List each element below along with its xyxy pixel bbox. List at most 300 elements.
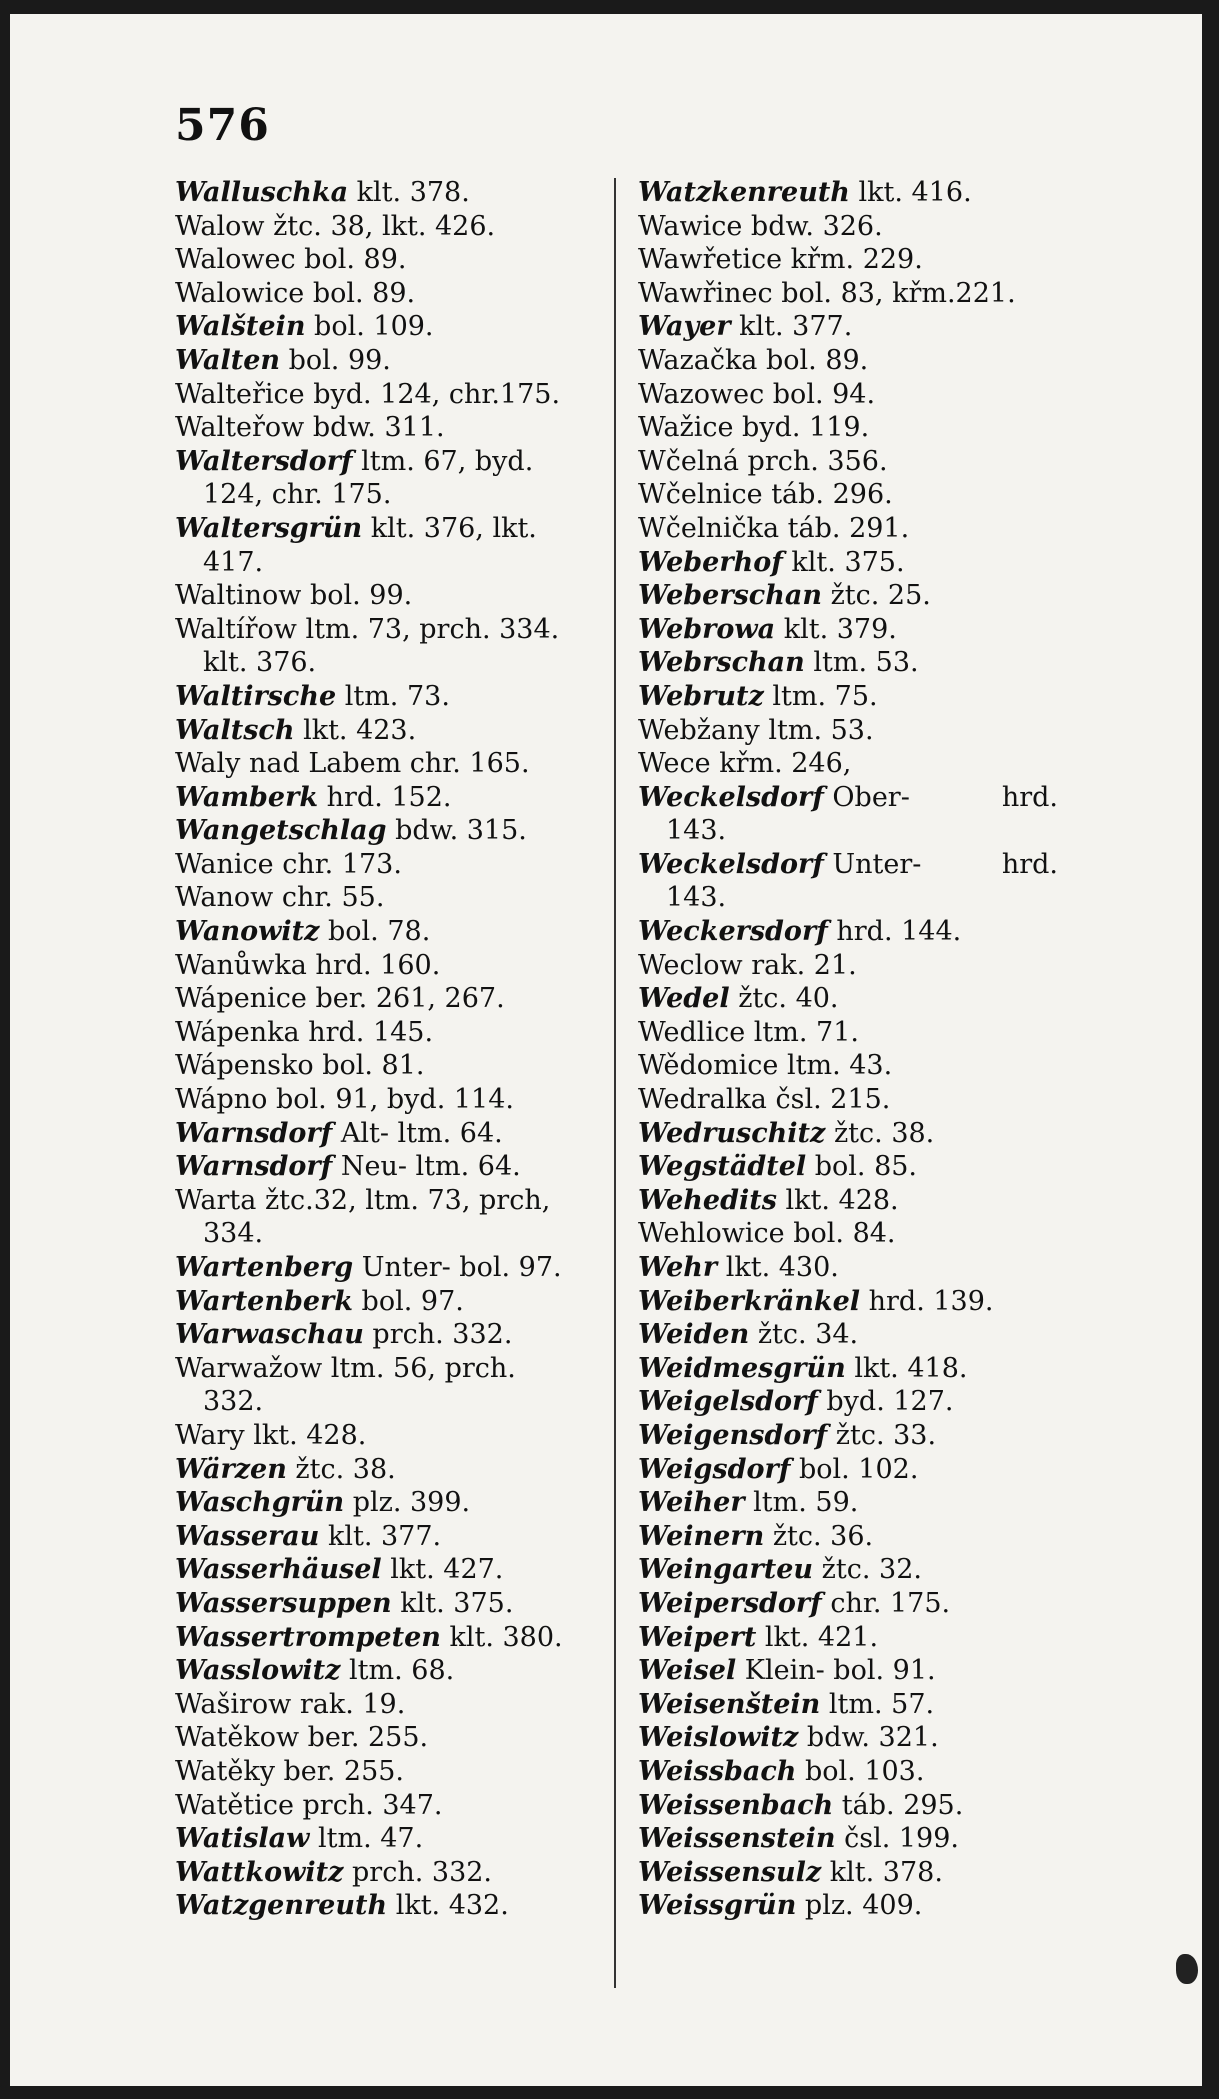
entry-text	[638, 614, 897, 645]
index-entry	[638, 1688, 1058, 1722]
index-entry	[638, 1049, 1058, 1083]
index-entry	[175, 344, 605, 378]
index-entry	[638, 1654, 1058, 1688]
index-entry	[175, 949, 605, 983]
entry-headword: Watzkenreuth	[638, 177, 850, 208]
index-entry	[175, 176, 605, 210]
entry-headword: Weipersdorf	[638, 1587, 822, 1619]
index-entry	[175, 1251, 605, 1285]
entry-headword: Wamberk	[175, 781, 319, 813]
index-entry	[175, 613, 605, 647]
entry-text	[175, 1017, 433, 1048]
entry-text	[638, 1084, 890, 1115]
index-entry	[175, 445, 605, 479]
entry-text	[638, 647, 919, 678]
entry-text	[638, 412, 869, 443]
entry-reference: Warwažow ltm. 56, prch.	[175, 1352, 516, 1384]
entry-reference: ltm. 73.	[336, 680, 450, 712]
entry-reference: Neu- ltm. 64.	[332, 1151, 521, 1183]
entry-text	[175, 1050, 425, 1081]
entry-headword: Weigsdorf	[638, 1453, 791, 1485]
entry-text	[638, 479, 893, 510]
entry-text	[638, 748, 851, 779]
index-entry	[175, 1755, 605, 1789]
entry-text	[638, 1756, 924, 1787]
entry-reference: lkt. 430.	[717, 1252, 839, 1283]
entry-reference: Walteřow bdw. 311.	[175, 412, 445, 444]
index-entry	[638, 1352, 1058, 1386]
entry-reference: Wápenka hrd. 145.	[175, 1016, 434, 1048]
entry-text	[638, 1823, 959, 1854]
index-entry	[638, 1553, 1058, 1587]
index-entry	[175, 579, 605, 613]
entry-headword: Weckelsdorf	[638, 848, 824, 880]
entry-reference: lkt. 418.	[845, 1352, 968, 1384]
entry-reference: Watěky ber. 255.	[175, 1755, 405, 1787]
index-entry	[175, 1856, 605, 1890]
entry-headword: Weinern	[638, 1520, 765, 1552]
entry-reference: Walow žtc. 38, lkt. 426.	[175, 210, 496, 242]
entry-reference: Watěkow ber. 255.	[175, 1722, 429, 1754]
entry-district: hrd.	[1001, 848, 1058, 880]
entry-reference: žtc. 25.	[821, 580, 931, 612]
index-entry	[175, 747, 605, 781]
entry-text	[638, 1218, 896, 1249]
index-entry	[175, 378, 605, 412]
entry-reference: prch. 332.	[343, 1856, 493, 1888]
entry-text	[175, 211, 495, 242]
index-entry	[638, 1822, 1058, 1856]
index-entry	[638, 310, 1058, 344]
entry-reference: bol. 99.	[280, 344, 391, 376]
entry-reference: klt. 378.	[821, 1856, 943, 1888]
ink-smudge	[1176, 1954, 1198, 1984]
entry-text	[175, 244, 406, 275]
entry-text	[175, 580, 412, 611]
entry-headword: Webrowa	[638, 613, 776, 645]
entry-reference: bol. 85.	[806, 1151, 918, 1183]
entry-headword: Wanowitz	[175, 916, 320, 948]
entry-text	[638, 1890, 922, 1921]
index-entry	[175, 1587, 605, 1621]
entry-reference: žtc. 38.	[286, 1453, 396, 1485]
left-column	[175, 176, 605, 1923]
entry-reference: 417.	[203, 546, 264, 578]
entry-text	[175, 882, 384, 913]
index-entry	[638, 1453, 1058, 1487]
index-entry	[175, 1621, 605, 1655]
entry-reference: Wědomice ltm. 43.	[638, 1050, 893, 1082]
index-entry	[638, 714, 1058, 748]
entry-text	[638, 1454, 918, 1485]
entry-reference: bol. 97.	[352, 1285, 464, 1317]
entry-reference: Wápno bol. 91, byd. 114.	[175, 1084, 514, 1116]
entry-reference: lkt. 423.	[294, 714, 417, 746]
entry-text	[175, 1353, 516, 1384]
index-entry	[175, 310, 605, 344]
entry-reference: Wápenice ber. 261, 267.	[175, 983, 505, 1015]
entry-text	[203, 547, 263, 578]
entry-headword: Weisel	[638, 1655, 737, 1687]
entry-headword: Walluschka	[175, 177, 349, 208]
index-entry	[638, 1251, 1058, 1285]
entry-text	[175, 1454, 396, 1485]
entry-reference: hrd. 152.	[318, 781, 452, 813]
entry-reference: klt. 375.	[391, 1587, 514, 1619]
entry-text	[638, 1286, 994, 1317]
entry-text	[638, 1252, 839, 1283]
entry-text	[638, 781, 910, 815]
entry-reference: Wawice bdw. 326.	[638, 210, 883, 242]
index-entry	[175, 512, 605, 546]
index-entry	[638, 1520, 1058, 1554]
index-entry	[638, 781, 1058, 815]
index-entry	[638, 1621, 1058, 1655]
entry-text	[666, 815, 726, 846]
entry-headword: Weberhof	[638, 546, 783, 578]
index-entry	[638, 613, 1058, 647]
entry-text	[638, 1521, 873, 1552]
book-page	[10, 14, 1202, 2086]
page-number: 576	[175, 100, 270, 151]
entry-reference: klt. 380.	[440, 1621, 563, 1653]
index-entry	[175, 1184, 605, 1218]
entry-text	[175, 278, 415, 309]
entry-headword: Wegstädtel	[638, 1151, 807, 1183]
entry-text	[175, 345, 391, 376]
entry-text	[203, 1218, 263, 1249]
entry-text	[175, 1487, 470, 1518]
index-entry	[638, 1419, 1058, 1453]
entry-text	[203, 479, 391, 510]
entry-reference: Unter-	[823, 848, 922, 880]
entry-text	[638, 1050, 892, 1081]
index-entry	[175, 1822, 605, 1856]
entry-text	[175, 1622, 563, 1653]
index-entry	[638, 1755, 1058, 1789]
entry-headword: Waltirsche	[175, 680, 337, 712]
index-entry	[638, 1117, 1058, 1151]
entry-reference: Walowice bol. 89.	[175, 277, 416, 309]
index-entry	[175, 1083, 605, 1117]
entry-reference: klt. 376, lkt.	[362, 512, 537, 544]
index-entry	[175, 915, 605, 949]
index-entry	[638, 1016, 1058, 1050]
entry-reference: hrd. 144.	[827, 916, 962, 948]
index-entry	[638, 277, 1058, 311]
index-entry	[175, 411, 605, 445]
index-entry	[638, 1217, 1058, 1251]
entry-reference: 143.	[666, 882, 727, 914]
entry-text	[638, 580, 931, 611]
index-entry	[638, 243, 1058, 277]
entry-text	[175, 513, 537, 544]
entry-text	[638, 1319, 858, 1350]
entry-text	[638, 1588, 950, 1619]
entry-text	[638, 848, 921, 882]
entry-reference: Walowec bol. 89.	[175, 244, 407, 276]
entry-text	[175, 1689, 405, 1720]
index-entry	[638, 1486, 1058, 1520]
entry-headword: Waltsch	[175, 714, 295, 746]
entry-reference: Wažice byd. 119.	[638, 412, 870, 444]
index-entry	[175, 1789, 605, 1823]
entry-reference: Klein- bol. 91.	[736, 1655, 936, 1687]
index-entry	[175, 1318, 605, 1352]
entry-text	[638, 1689, 934, 1720]
entry-text	[175, 1588, 513, 1619]
index-entry	[175, 814, 605, 848]
entry-reference: klt. 377.	[319, 1520, 442, 1552]
entry-headword: Weissensulz	[638, 1856, 822, 1888]
entry-reference: lkt. 427.	[381, 1554, 504, 1586]
index-entry	[175, 1453, 605, 1487]
index-entry	[638, 378, 1058, 412]
entry-headword: Wedruschitz	[638, 1117, 826, 1149]
entry-reference: Wawřinec bol. 83, křm.221.	[638, 277, 1016, 309]
entry-text	[175, 177, 470, 208]
index-entry	[638, 814, 1058, 848]
entry-reference: hrd. 139.	[860, 1285, 994, 1317]
index-entry	[638, 1318, 1058, 1352]
entry-text	[638, 1857, 943, 1888]
index-entry	[638, 478, 1058, 512]
entry-reference: ltm. 59.	[744, 1487, 859, 1519]
entry-text	[638, 983, 839, 1014]
entry-text	[638, 1017, 859, 1048]
entry-reference: Waltinow bol. 99.	[175, 580, 413, 612]
entry-text	[175, 1521, 441, 1552]
entry-reference: ltm. 47.	[309, 1823, 424, 1855]
entry-reference: táb. 295.	[833, 1789, 964, 1821]
entry-headword: Wassertrompeten	[175, 1621, 441, 1653]
entry-headword: Watzgenreuth	[175, 1890, 388, 1922]
entry-reference: Alt- ltm. 64.	[332, 1117, 503, 1149]
entry-headword: Waltersgrün	[175, 512, 363, 544]
entry-reference: Wece křm. 246,	[638, 748, 852, 780]
index-entry	[175, 277, 605, 311]
entry-headword: Weissenbach	[638, 1789, 834, 1821]
entry-reference: Weclow rak. 21.	[638, 949, 857, 981]
entry-reference: Wanow chr. 55.	[175, 882, 385, 914]
entry-reference: Walteřice byd. 124, chr.175.	[175, 378, 561, 410]
index-entry	[175, 982, 605, 1016]
entry-reference: byd. 127.	[817, 1386, 954, 1418]
index-entry	[175, 1721, 605, 1755]
entry-text	[666, 882, 726, 913]
entry-reference: Webžany ltm. 53.	[638, 714, 874, 746]
index-entry	[638, 1385, 1058, 1419]
entry-reference: klt. 375.	[782, 546, 905, 578]
entry-headword: Webrutz	[638, 680, 764, 712]
entry-text	[638, 1151, 917, 1182]
entry-reference: Wčelná prch. 356.	[638, 445, 888, 477]
entry-reference: klt. 376.	[203, 647, 317, 679]
entry-text	[638, 278, 1016, 309]
entry-headword: Weiden	[638, 1319, 750, 1351]
entry-text	[175, 748, 530, 779]
entry-headword: Waschgrün	[175, 1487, 345, 1519]
entry-text	[638, 1622, 878, 1653]
entry-text	[175, 1118, 503, 1149]
entry-text	[175, 1823, 423, 1854]
entry-reference: Waly nad Labem chr. 165.	[175, 748, 530, 780]
entry-text	[175, 1252, 562, 1283]
entry-headword: Wasslowitz	[175, 1655, 341, 1687]
entry-headword: Weisenštein	[638, 1688, 821, 1720]
index-entry	[638, 1721, 1058, 1755]
entry-text	[638, 177, 972, 208]
entry-text	[175, 1185, 550, 1216]
entry-reference: plz. 409.	[796, 1890, 923, 1922]
entry-reference: žtc. 36.	[764, 1520, 874, 1552]
entry-headword: Weislowitz	[638, 1722, 799, 1754]
entry-text	[638, 916, 961, 947]
entry-reference: žtc. 32.	[813, 1554, 922, 1586]
entry-text	[638, 513, 909, 544]
index-entry	[175, 1889, 605, 1923]
entry-reference: klt. 377.	[730, 311, 853, 343]
entry-reference: lkt. 416.	[849, 177, 972, 208]
entry-reference: Wčelnička táb. 291.	[638, 512, 910, 544]
entry-text	[638, 1487, 858, 1518]
entry-reference: Wary lkt. 428.	[175, 1419, 367, 1451]
index-entry	[638, 1150, 1058, 1184]
index-entry	[175, 478, 605, 512]
entry-text	[175, 681, 450, 712]
entry-reference: Wehlowice bol. 84.	[638, 1218, 896, 1250]
index-entry	[638, 1587, 1058, 1621]
entry-reference: Warta žtc.32, ltm. 73, prch,	[175, 1184, 551, 1216]
index-entry	[638, 344, 1058, 378]
index-entry	[175, 1352, 605, 1386]
entry-text	[638, 1118, 934, 1149]
index-entry	[175, 646, 605, 680]
entry-text	[175, 849, 402, 880]
index-entry	[638, 546, 1058, 580]
index-entry	[175, 1016, 605, 1050]
index-entry	[638, 1285, 1058, 1319]
entry-reference: ltm. 53.	[804, 647, 919, 679]
entry-text	[175, 1554, 503, 1585]
entry-reference: lkt. 432.	[387, 1890, 509, 1922]
entry-text	[175, 1890, 509, 1921]
index-entry	[638, 982, 1058, 1016]
entry-headword: Weckersdorf	[638, 916, 828, 948]
index-entry	[175, 210, 605, 244]
entry-text	[638, 211, 883, 242]
index-entry	[175, 1486, 605, 1520]
entry-reference: bol. 78.	[319, 916, 431, 948]
entry-headword: Weissbach	[638, 1755, 797, 1787]
entry-reference: plz. 399.	[344, 1487, 471, 1519]
entry-reference: 124, chr. 175.	[203, 479, 392, 511]
entry-text	[638, 1722, 939, 1753]
entry-reference: Wedralka čsl. 215.	[638, 1084, 891, 1116]
entry-text	[638, 311, 852, 342]
index-entry	[638, 512, 1058, 546]
entry-reference: Wápensko bol. 81.	[175, 1050, 425, 1082]
entry-headword: Warnsdorf	[175, 1151, 333, 1183]
index-entry	[638, 680, 1058, 714]
entry-text	[175, 815, 527, 846]
entry-reference: ltm. 75.	[763, 680, 878, 712]
index-entry	[175, 1385, 605, 1419]
entry-headword: Weigelsdorf	[638, 1386, 818, 1418]
entry-headword: Wattkowitz	[175, 1856, 344, 1888]
entry-headword: Weipert	[638, 1621, 757, 1653]
entry-text	[175, 614, 559, 645]
index-entry	[175, 680, 605, 714]
entry-text	[175, 311, 434, 342]
entry-headword: Weidmesgrün	[638, 1352, 846, 1384]
index-entry	[638, 411, 1058, 445]
entry-headword: Wasserau	[175, 1520, 320, 1552]
column-divider	[614, 178, 616, 1988]
entry-reference: žtc. 40.	[729, 983, 839, 1015]
entry-headword: Webrschan	[638, 647, 805, 679]
entry-reference: Watětice prch. 347.	[175, 1789, 443, 1821]
index-entry	[175, 1520, 605, 1554]
index-entry	[638, 881, 1058, 915]
entry-text	[638, 345, 868, 376]
index-entry	[638, 176, 1058, 210]
entry-text	[175, 916, 430, 947]
entry-text	[638, 1655, 936, 1686]
entry-text	[638, 1386, 954, 1417]
index-entry	[638, 1083, 1058, 1117]
index-entry	[638, 848, 1058, 882]
index-entry	[175, 1285, 605, 1319]
entry-text	[175, 1151, 521, 1182]
entry-headword: Wärzen	[175, 1453, 287, 1485]
entry-reference: 334.	[203, 1218, 264, 1250]
entry-reference: žtc. 38.	[825, 1117, 935, 1149]
right-column	[638, 176, 1058, 1923]
entry-text	[638, 715, 874, 746]
entry-reference: žtc. 34.	[749, 1319, 859, 1351]
index-entry	[638, 1889, 1058, 1923]
index-entry	[175, 1150, 605, 1184]
index-entry	[175, 1553, 605, 1587]
entry-headword: Watislaw	[175, 1823, 310, 1855]
index-entry	[638, 915, 1058, 949]
entry-headword: Walštein	[175, 311, 306, 343]
entry-headword: Waltersdorf	[175, 445, 353, 477]
entry-reference: bol. 102.	[790, 1453, 919, 1485]
entry-text	[175, 1790, 442, 1821]
entry-text	[638, 1554, 922, 1585]
entry-text	[638, 244, 923, 275]
index-entry	[638, 579, 1058, 613]
entry-headword: Weckelsdorf	[638, 781, 824, 813]
entry-text	[175, 1756, 404, 1787]
entry-reference: Waširow rak. 19.	[175, 1688, 406, 1720]
entry-text	[175, 983, 505, 1014]
entry-text	[638, 1790, 963, 1821]
entry-reference: čsl. 199.	[835, 1823, 959, 1855]
entry-text	[175, 412, 445, 443]
index-entry	[638, 210, 1058, 244]
index-entry	[175, 1688, 605, 1722]
entry-headword: Weiberkränkel	[638, 1285, 861, 1317]
entry-reference: Waltířow ltm. 73, prch. 334.	[175, 613, 560, 645]
entry-headword: Wehedits	[638, 1184, 777, 1216]
entry-headword: Weingarteu	[638, 1554, 814, 1586]
entry-headword: Weiher	[638, 1487, 745, 1519]
entry-text	[175, 715, 416, 746]
entry-text	[175, 1420, 366, 1451]
